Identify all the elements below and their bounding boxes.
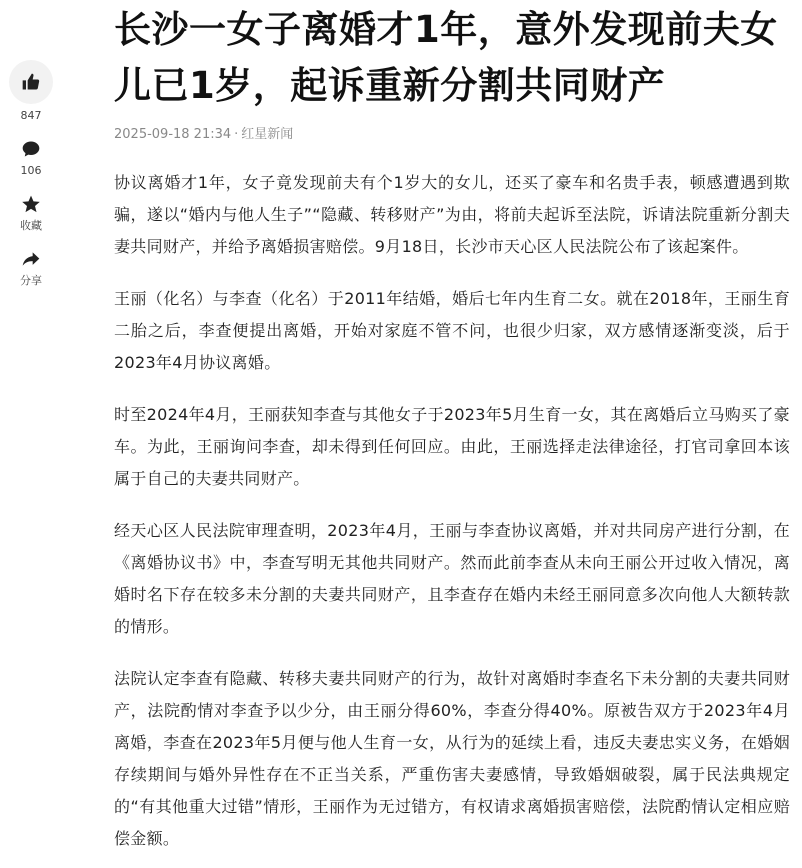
comment-button[interactable] (0, 139, 62, 178)
favorite-button[interactable] (0, 194, 62, 233)
meta-separator: · (234, 127, 239, 142)
paragraph: 时至2024年4月，王丽获知李查与其他女子于2023年5月生育一女，其在离婚后立马购买了豪车。为此，王丽询问李查，却未得到任何回应。由此，王丽选择走法律途径，打官司拿回本该属于自己的夫妻共同财产。 (114, 405, 790, 488)
favorite-label: 收藏 (20, 219, 42, 232)
comment-bubble-icon (21, 139, 41, 159)
share-label: 分享 (20, 274, 42, 287)
share-button[interactable] (0, 249, 62, 288)
article-source[interactable]: 红星新闻 (241, 127, 294, 142)
article-content (114, 0, 790, 855)
publish-datetime: 2025-09-18 21:34 (114, 127, 232, 142)
paragraph: 经天心区人民法院审理查明，2023年4月，王丽与李查协议离婚，并对共同房产进行分割，在《离婚协议书》中，李查写明无其他共同财产。然而此前李查从未向王丽公开过收入情况，离婚时名下存在较多未分割的夫妻共同财产，且李查存在婚内未经王丽同意多次向他人大额转款的情形。 (114, 521, 790, 636)
like-count: 847 (20, 109, 42, 122)
article-title: 长沙一女子离婚才1年，意外发现前夫女儿已1岁，起诉重新分割共同财产 (114, 8, 778, 107)
star-icon (21, 194, 41, 214)
paragraph: 法院认定李查有隐藏、转移夫妻共同财产的行为，故针对离婚时李查名下未分割的夫妻共同财产，法院酌情对李查予以少分，由王丽分得60%，李查分得40%。原被告双方于2023年4月离婚，李查在2023年5月便与他人生育一女，从行为的延续上看，违反夫妻忠实义务，在婚姻存续期间与婚外异性存在不正当关系，严重伤害夫妻感情，导致婚姻破裂，属于民法典规定的“有其他重大过错”情形，王丽作为无过错方，有权请求离婚损害赔偿，法院酌情认定相应赔偿金额。 (114, 669, 790, 848)
thumbs-up-icon (21, 72, 41, 92)
article-meta (114, 126, 790, 144)
action-rail (0, 60, 62, 288)
like-icon-wrapper[interactable] (9, 60, 53, 104)
share-arrow-icon (21, 249, 41, 269)
comment-count: 106 (20, 164, 42, 177)
paragraph: 王丽（化名）与李查（化名）于2011年结婚，婚后七年内生育二女。就在2018年，王丽生育二胎之后，李查便提出离婚，开始对家庭不管不问，也很少归家，双方感情逐渐变淡，后于2023年4月协议离婚。 (114, 289, 790, 372)
paragraph: 协议离婚才1年，女子竟发现前夫有个1岁大的女儿，还买了豪车和名贵手表，顿感遭遇到欺骗，遂以“婚内与他人生子”“隐藏、转移财产”为由，将前夫起诉至法院，诉请法院重新分割夫妻共同财产，并给予离婚损害赔偿。9月18日，长沙市天心区人民法院公布了该起案件。 (114, 173, 790, 256)
like-button[interactable] (0, 60, 62, 123)
